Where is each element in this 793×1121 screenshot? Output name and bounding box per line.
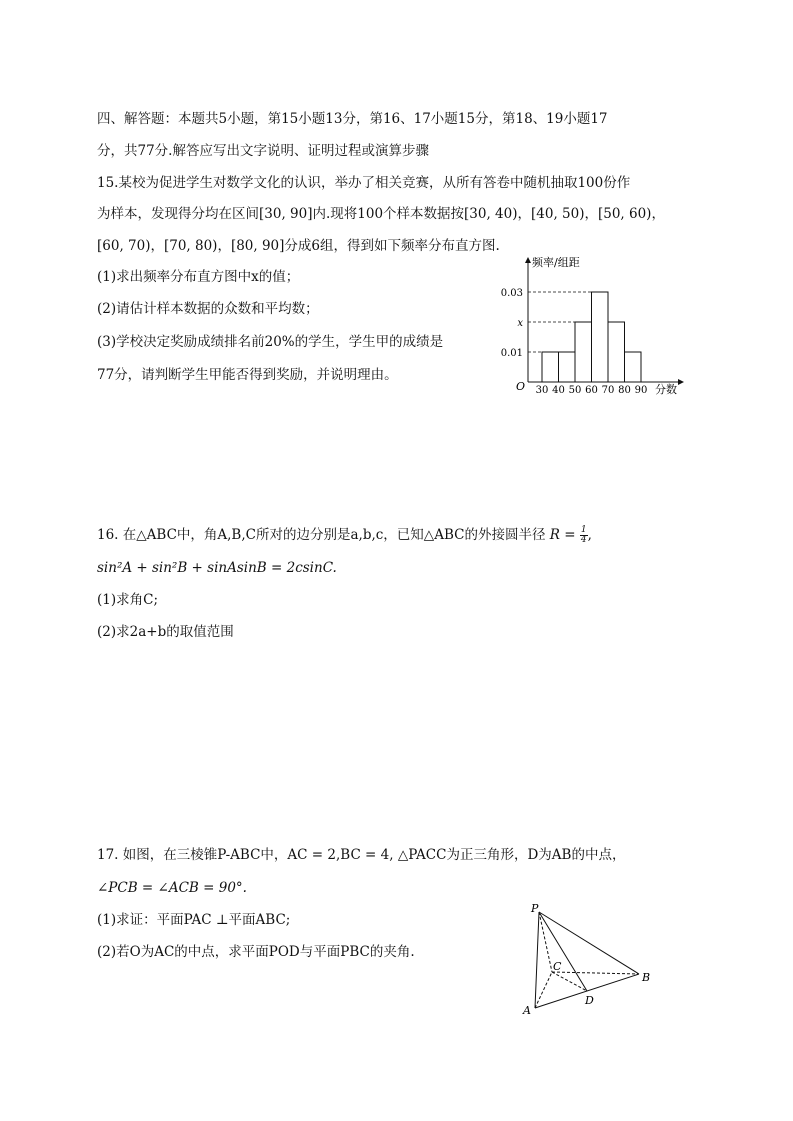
section-heading-line2: 分，共77分.解答应写出文字说明、证明过程或演算步骤 (97, 143, 429, 159)
q15-line1: 15.某校为促进学生对数学文化的认识，举办了相关竞赛，从所有答卷中随机抽取100份作 (97, 175, 631, 191)
x-axis-label: 分数 (655, 383, 677, 396)
y-axis-label: 频率/组距 (532, 256, 580, 269)
q15-line2: 为样本，发现得分均在区间[30, 90]内.现将100个样本数据按[30, 40)，[40, 50)，[50, 60)， (97, 206, 665, 222)
radius-label: R = (549, 527, 576, 543)
y-tick-label-1: x (517, 318, 523, 329)
label-B: B (642, 971, 651, 984)
edge-CB (552, 972, 639, 974)
edge-PD (539, 912, 587, 991)
y-tick-label-2: 0.01 (500, 348, 523, 359)
label-P: P (531, 902, 539, 915)
q15-part2: (2)请估计样本数据的众数和平均数； (97, 301, 319, 317)
q17-line1: 17. 如图，在三棱锥P-ABC中，AC = 2,BC = 4, △PACC为正三角形，D为AB的中点， (97, 847, 626, 863)
q16-part1: (1)求角C; (97, 592, 159, 608)
q15-part3a: (3)学校决定奖励成绩排名前20%的学生，学生甲的成绩是 (97, 334, 444, 350)
edge-AC (535, 972, 552, 1008)
histogram-bar-1 (559, 352, 576, 382)
x-tick-label-2: 50 (568, 385, 582, 396)
radius-fraction (580, 526, 588, 545)
tetrahedron-figure (515, 900, 665, 1020)
x-tick-label-6: 90 (634, 385, 648, 396)
q16-equation: sin²A + sin²B + sinAsinB = 2csinC. (97, 560, 337, 576)
histogram-bar-5 (625, 352, 642, 382)
radius-tail: , (587, 527, 592, 543)
q16-part2: (2)求2a+b的取值范围 (97, 624, 234, 640)
histogram-bar-0 (542, 352, 559, 382)
x-tick-label-0: 30 (535, 385, 549, 396)
q16-line1 (97, 526, 592, 545)
label-A: A (523, 1004, 531, 1017)
q15-part3b: 77分，请判断学生甲能否得到奖励，并说明理由。 (97, 367, 398, 383)
q17-part1: (1)求证：平面PAC ⊥平面ABC; (97, 912, 291, 928)
section-heading-line1: 四、解答题：本题共5小题，第15小题13分，第16、17小题15分，第18、19小题17 (97, 111, 608, 127)
histogram-bar-2 (575, 322, 592, 382)
radius-denominator: 4 (580, 535, 587, 545)
x-tick-label-4: 70 (601, 385, 615, 396)
q15-line3: [60, 70)，[70, 80)，[80, 90]分成6组，得到如下频率分布直方图. (97, 238, 500, 254)
frequency-histogram (490, 252, 690, 402)
label-D: D (585, 994, 594, 1007)
x-tick-label-3: 60 (585, 385, 598, 396)
q15-part1: (1)求出频率分布直方图中x的值； (97, 269, 300, 285)
q17-part2: (2)若O为AC的中点，求平面POD与平面PBC的夹角. (97, 944, 415, 960)
x-tick-label-5: 80 (618, 385, 631, 396)
origin-label: O (516, 380, 526, 393)
y-tick-label-0: 0.03 (500, 288, 523, 299)
histogram-bar-4 (608, 322, 625, 382)
label-C: C (553, 960, 562, 973)
edge-PC (539, 912, 552, 972)
x-tick-label-1: 40 (552, 385, 565, 396)
radius-numerator: 1 (580, 525, 587, 535)
q16-stem: 16. 在△ABC中，角A,B,C所对的边分别是a,b,c，已知△ABC的外接圆半径 (97, 527, 546, 543)
histogram-bar-3 (592, 292, 609, 382)
edge-PA (535, 912, 539, 1008)
q17-line2: ∠PCB = ∠ACB = 90°. (97, 880, 247, 896)
